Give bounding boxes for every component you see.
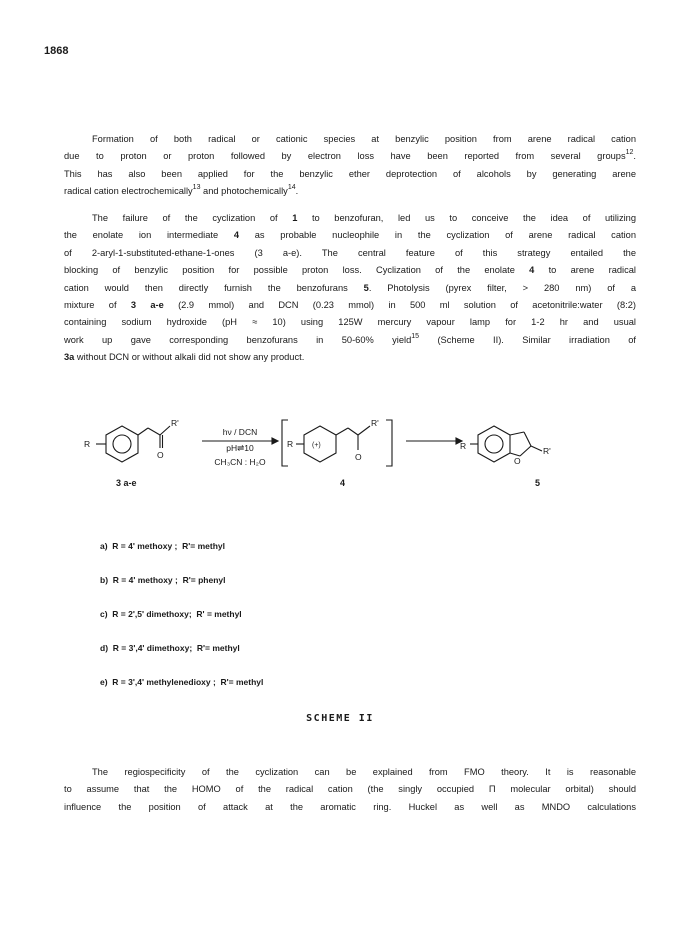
oxygen-atom: O (355, 452, 362, 462)
oxygen-atom: O (514, 456, 521, 466)
compound-5-structure (470, 426, 542, 462)
compound-label-3: 3 a-e (116, 478, 137, 488)
paragraph-1 (64, 131, 636, 201)
paragraph-3 (64, 764, 636, 816)
substituent-variant: e) R = 3',4' methylenedioxy ; R'= methyl (100, 677, 264, 687)
substituent-r: R (84, 439, 91, 449)
text-line: due to proton or proton followed by electron loss have been reported from several groups$^{12}$. (64, 149, 636, 162)
text-line: Formation of both radical or cationic species at benzylic position from arene radical cation (92, 134, 636, 144)
compound-label-4: 4 (340, 478, 346, 488)
oxygen-atom: O (157, 450, 164, 460)
text-line: the enolate ion intermediate 4 as probable nucleophile in the cyclization of arene radical cation (64, 230, 636, 241)
substituent-list (100, 541, 263, 711)
text-line: work up gave corresponding benzofurans in 50-60% yield$^{15}$ (Scheme II). Similar irradiation of (64, 332, 637, 345)
substituent-r1: R' (543, 446, 551, 456)
footnote-ref: 15 (411, 332, 420, 340)
text-line: of 2-aryl-1-substituted-ethane-1-ones (3 a-e). The central feature of this strategy entailed the (64, 247, 636, 258)
text-line: blocking of benzylic position for possible proton loss. Cyclization of the enolate 4 to arene radical (64, 265, 636, 276)
text-line: 3a without DCN or without alkali did not show any product. (64, 352, 305, 363)
paragraph-2 (64, 210, 636, 367)
arrow-condition-ph: pH⇌10 (226, 443, 254, 453)
text-line: The failure of the cyclization of 1 to benzofuran, led us to conceive the idea of utilizing (92, 213, 637, 223)
substituent-r: R (287, 439, 294, 449)
footnote-ref: 14 (287, 184, 296, 192)
text-line: radical cation electrochemically$^{13}$ and photochemically$^{14}$. (64, 184, 299, 197)
substituent-variant: c) R = 2',5' dimethoxy; R' = methyl (100, 609, 242, 619)
arrow-condition-solvent: CH₃CN : H₂O (214, 457, 266, 467)
page-number: 1868 (44, 45, 69, 57)
arrow-condition-reagent: hν / DCN (222, 427, 258, 437)
compound-label-5: 5 (535, 478, 541, 488)
text-line: The regiospecificity of the cyclization can be explained from FMO theory. It is reasonable (92, 767, 636, 777)
substituent-variant: d) R = 3',4' dimethoxy; R'= methyl (100, 643, 240, 653)
substituent-r: R (460, 441, 467, 451)
text-line: cation would then directly furnish the benzofurans 5. Photolysis (pyrex filter, > 280 nm) of a (64, 282, 636, 293)
footnote-ref: 12 (625, 149, 634, 157)
substituent-r1: R' (371, 418, 379, 428)
text-line: This has also been applied for the benzylic ether deprotection of alcohols by generating arene (64, 168, 636, 179)
arrowhead (272, 438, 278, 444)
scheme-drawing (80, 404, 580, 478)
radical-cation-symbol: (+) (312, 442, 321, 449)
substituent-variant: a) R = 4' methoxy ; R'= methyl (100, 541, 226, 551)
text-line: to assume that the HOMO of the radical cation (the singly occupied Π molecular orbital) should (64, 784, 636, 795)
text-line: influence the position of attack at the aromatic ring. Huckel as well as MNDO calculations (64, 801, 636, 812)
substituent-variant: b) R = 4' methoxy ; R'= phenyl (100, 575, 226, 585)
scheme-title: SCHEME II (306, 713, 374, 724)
footnote-ref: 13 (192, 184, 201, 192)
reaction-scheme (80, 404, 580, 504)
text-line: containing sodium hydroxide (pH ≈ 10) using 125W mercury vapour lamp for 1-2 hr and usual (64, 317, 636, 328)
substituent-r1: R' (171, 418, 179, 428)
text-line: mixture of 3 a-e (2.9 mmol) and DCN (0.23 mmol) in 500 ml solution of acetonitrile:water (8:2) (64, 300, 636, 311)
